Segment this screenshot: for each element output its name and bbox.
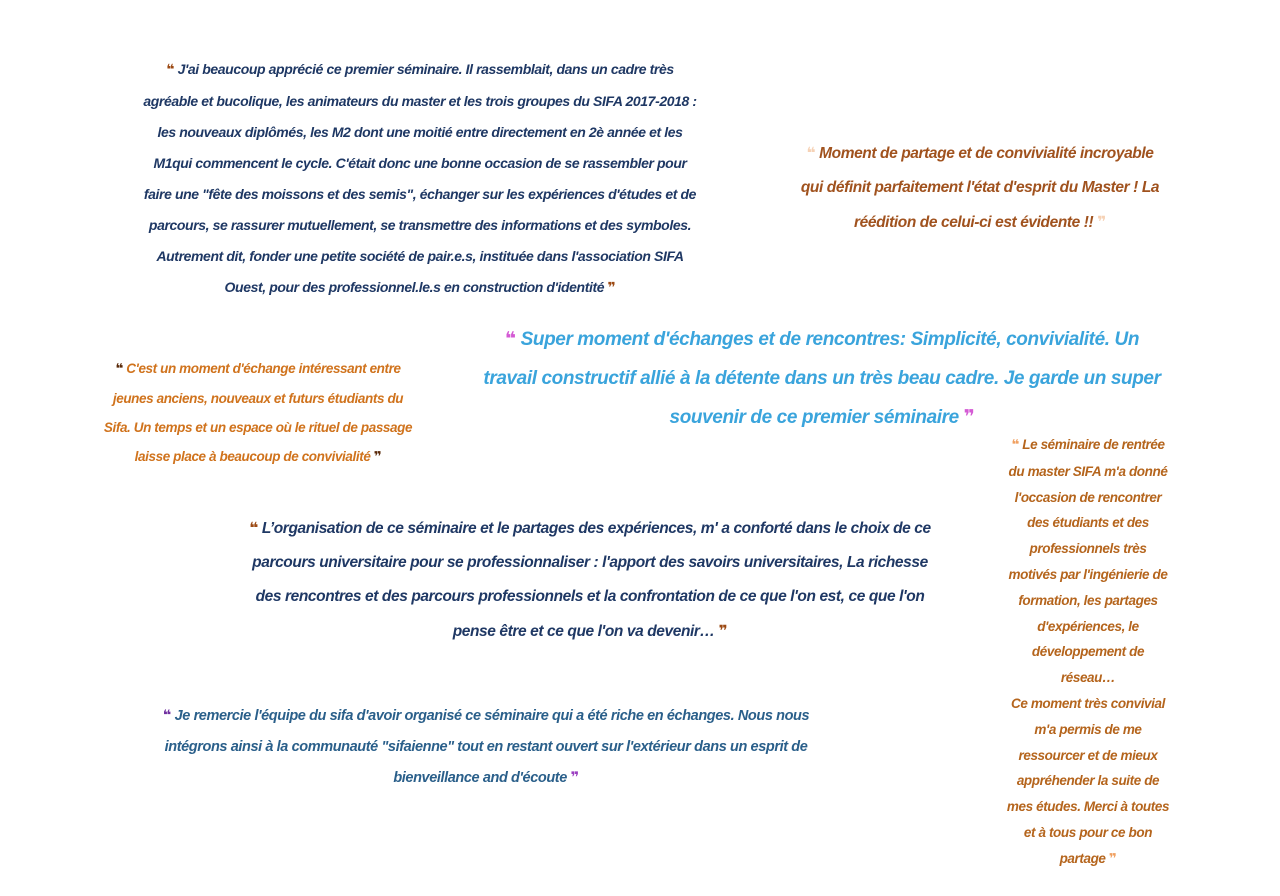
quote-text: Ouest, pour des professionnel.le.s en construction d'identité	[224, 279, 605, 295]
quote-line	[1007, 691, 1169, 717]
quote-text: les nouveaux diplômés, les M2 dont une moitié entre directement en 2è année et les	[157, 124, 683, 140]
quote-text: professionnels très	[1029, 541, 1147, 557]
quote-line	[1007, 536, 1169, 562]
open-quote-icon: ❝	[166, 62, 175, 78]
quote-line	[801, 136, 1159, 171]
quote-line	[104, 442, 412, 472]
quote-line	[249, 614, 930, 649]
quote-text: Autrement dit, fonder une petite société de pair.e.s, instituée dans l'association SIFA	[156, 248, 684, 264]
quote-line	[143, 241, 696, 272]
quote-text: mes études. Merci à toutes	[1006, 799, 1170, 815]
quote-text: des étudiants et des	[1027, 515, 1149, 531]
quote-line	[483, 359, 1160, 398]
testimonial-organisation	[249, 511, 930, 649]
quote-line	[104, 384, 412, 413]
quote-text: formation, les partages	[1018, 592, 1158, 608]
quote-text: parcours, se rassurer mutuellement, se transmettre des informations et des symboles.	[148, 217, 692, 233]
quote-line	[1007, 717, 1169, 743]
quote-text: L’organisation de ce séminaire et le partages des expériences, m' a conforté dans le choix de ce	[261, 520, 931, 537]
quote-text: jeunes anciens, nouveaux et futurs étudiants du	[112, 391, 404, 406]
quote-text: J'ai beaucoup apprécié ce premier séminaire. Il rassemblait, dans un cadre très	[177, 61, 674, 77]
quote-line	[104, 354, 412, 384]
quote-text: d'expériences, le	[1037, 618, 1139, 634]
quote-text: partage	[1059, 850, 1106, 866]
quote-text: Moment de partage et de convivialité incroyable	[819, 145, 1154, 162]
quote-text: du master SIFA m'a donné	[1008, 463, 1168, 479]
testimonial-seminar-appreciation	[143, 54, 696, 304]
quote-line	[163, 701, 809, 732]
quote-text: et à tous pour ce bon	[1023, 824, 1153, 840]
quote-line	[1007, 459, 1169, 485]
quote-line	[143, 272, 696, 304]
quote-text: réédition de celui-ci est évidente !!	[854, 214, 1094, 231]
quote-line	[1007, 432, 1169, 459]
quote-line	[143, 54, 696, 86]
testimonial-super-moment	[483, 320, 1160, 437]
quote-line	[249, 546, 930, 580]
close-quote-icon: ❞	[570, 770, 579, 786]
quote-line	[143, 210, 696, 241]
quote-text: travail constructif allié à la détente dans un très beau cadre. Je garde un super	[483, 368, 1161, 389]
quote-line	[1007, 588, 1169, 614]
quote-text: Le séminaire de rentrée	[1022, 437, 1165, 452]
quote-text: Je remercie l'équipe du sifa d'avoir organisé ce séminaire qui a été riche en échanges. Nous nous	[174, 708, 810, 724]
close-quote-icon: ❞	[607, 280, 616, 296]
quote-line	[1007, 614, 1169, 640]
testimonial-rentree	[1007, 432, 1169, 873]
quote-line	[801, 205, 1159, 240]
quote-text: Ce moment très convivial	[1011, 695, 1165, 711]
quote-text: laisse place à beaucoup de convivialité	[134, 449, 371, 464]
quote-line	[249, 580, 930, 614]
quote-line	[104, 413, 412, 442]
quote-text: appréhender la suite de	[1016, 773, 1160, 789]
quote-text: développement de	[1031, 644, 1145, 660]
open-quote-icon: ❝	[1011, 437, 1019, 453]
open-quote-icon: ❝	[162, 708, 171, 724]
close-quote-icon: ❞	[718, 622, 728, 640]
quote-text: réseau…	[1060, 670, 1116, 686]
quote-text: souvenir de ce premier séminaire	[669, 407, 959, 428]
quote-line	[143, 117, 696, 148]
close-quote-icon: ❞	[1097, 213, 1106, 231]
quote-text: Sifa. Un temps et un espace où le rituel de passage	[103, 420, 413, 435]
quote-line	[163, 763, 809, 794]
quote-text: motivés par l'ingénierie de	[1008, 566, 1168, 582]
quote-text: intégrons ainsi à la communauté "sifaienne" tout en restant ouvert sur l'extérieur dans un esprit de	[164, 739, 808, 755]
close-quote-icon: ❞	[1108, 850, 1117, 867]
quote-text: Super moment d'échanges et de rencontres: Simplicité, convivialité. Un	[520, 329, 1140, 350]
quote-line	[1007, 743, 1169, 769]
quote-line	[1007, 846, 1169, 873]
quote-text: l'occasion de rencontrer	[1014, 489, 1162, 505]
quote-text: parcours universitaire pour se professionnaliser : l'apport des savoirs universitaires, La richesse	[252, 554, 928, 571]
quote-line	[1007, 485, 1169, 511]
quote-line	[1007, 665, 1169, 691]
quote-line	[1007, 794, 1169, 820]
quote-text: qui définit parfaitement l'état d'esprit du Master ! La	[800, 179, 1160, 196]
quote-line	[1007, 820, 1169, 846]
quote-line	[801, 171, 1159, 205]
testimonial-thanks	[163, 701, 809, 794]
quote-line	[249, 511, 930, 546]
quote-line	[1007, 768, 1169, 794]
quote-line	[1007, 562, 1169, 588]
quote-line	[143, 179, 696, 210]
quote-text: m'a permis de me	[1034, 721, 1142, 737]
testimonial-sharing-conviviality	[801, 136, 1159, 240]
quote-text: M1qui commencent le cycle. C'était donc une bonne occasion de se rassembler pour	[153, 155, 687, 171]
quote-line	[163, 732, 809, 763]
quote-line	[1007, 510, 1169, 536]
quote-line	[143, 86, 696, 117]
close-quote-icon: ❞	[373, 449, 382, 465]
open-quote-icon: ❝	[806, 144, 816, 162]
quote-line	[1007, 639, 1169, 665]
quote-text: ressourcer et de mieux	[1018, 747, 1158, 763]
quote-text: bienveillance and d'écoute	[393, 770, 567, 786]
quote-text: faire une "fête des moissons et des semis", échanger sur les expériences d'études et de	[143, 186, 697, 202]
open-quote-icon: ❝	[504, 328, 516, 350]
quote-text: agréable et bucolique, les animateurs du master et les trois groupes du SIFA 2017-2018 :	[143, 93, 697, 109]
open-quote-icon: ❝	[249, 519, 258, 537]
open-quote-icon: ❝	[115, 361, 123, 377]
quote-line	[143, 148, 696, 179]
close-quote-icon: ❞	[963, 406, 975, 428]
testimonial-exchange-students	[104, 354, 412, 472]
quote-text: des rencontres et des parcours professionnels et la confrontation de ce que l'on est, ce que l'on	[255, 588, 925, 605]
quote-text: C'est un moment d'échange intéressant entre	[126, 361, 401, 376]
quote-text: pense être et ce que l'on va devenir…	[452, 623, 715, 640]
quote-line	[483, 320, 1160, 359]
